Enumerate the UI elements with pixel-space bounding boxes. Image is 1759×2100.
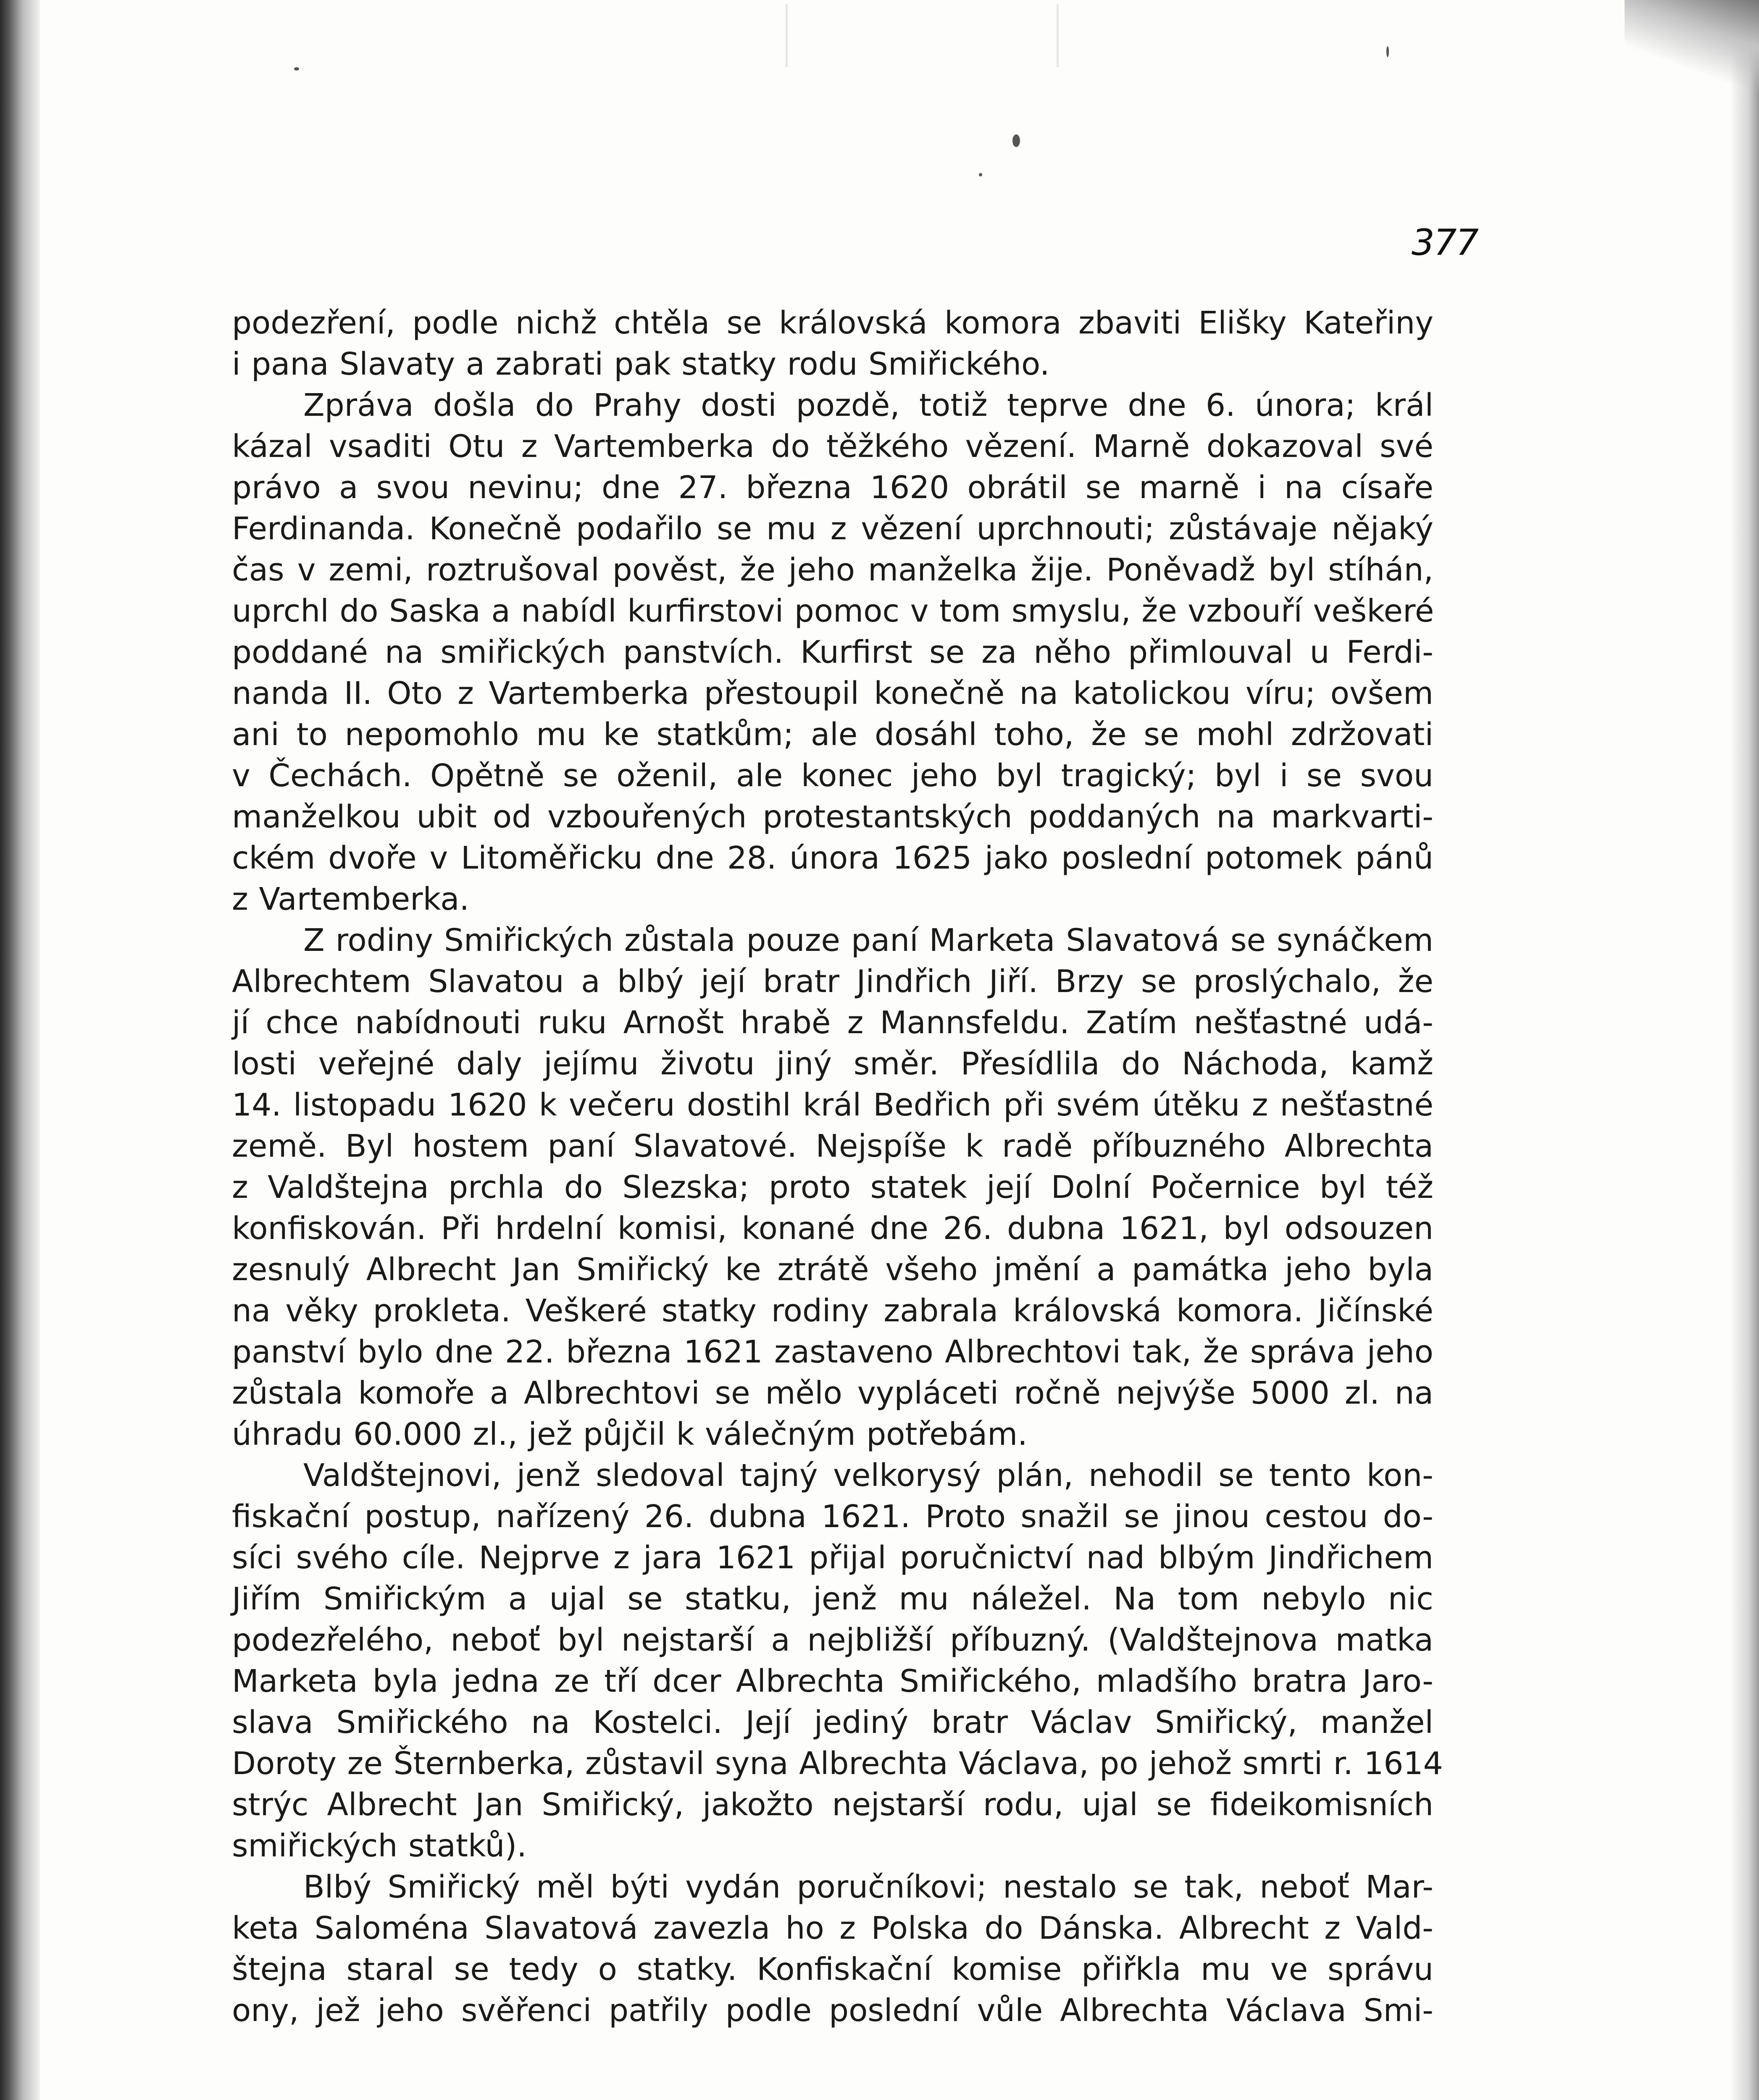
text-line: Zpráva došla do Prahy dosti pozdě, totiž teprve dne 6. února; král	[303, 387, 1433, 423]
bleed-through-mark	[786, 4, 1059, 67]
text-line: zesnulý Albrecht Jan Smiřický ke ztrátě všeho jmění a památka jeho byla	[232, 1252, 1433, 1288]
text-line: Jiřím Smiřickým a ujal se statku, jenž mu náležel. Na tom nebylo nic	[232, 1581, 1433, 1617]
text-line: podezřelého, neboť byl nejstarší a nejbližší příbuzný. (Valdštejnova matka	[232, 1622, 1433, 1658]
text-line: slava Smiřického na Kostelci. Její jediný bratr Václav Smiřický, manžel	[232, 1704, 1433, 1740]
book-binding-shadow	[0, 0, 40, 2100]
text-line: Marketa byla jedna ze tří dcer Albrechta Smiřického, mladšího bratra Jaro-	[232, 1663, 1433, 1699]
text-line: losti veřejné daly jejímu životu jiný směr. Přesídlila do Náchoda, kamž	[232, 1046, 1433, 1082]
text-line: strýc Albrecht Jan Smiřický, jakožto nejstarší rodu, ujal se fideikomisních	[232, 1787, 1433, 1823]
text-line: fiskační postup, nařízený 26. dubna 1621. Proto snažil se jinou cestou do-	[232, 1499, 1433, 1535]
text-line: panství bylo dne 22. března 1621 zastaveno Albrechtovi tak, že správa jeho	[232, 1334, 1433, 1370]
text-line: Doroty ze Šternberka, zůstavil syna Albrechta Václava, po jehož smrti r. 1614	[232, 1746, 1443, 1782]
text-line: poddané na smiřických panstvích. Kurfirst se za něho přimlouval u Ferdi-	[232, 634, 1433, 670]
text-line: zůstala komoře a Albrechtovi se mělo vypláceti ročně nejvýše 5000 zl. na	[232, 1375, 1433, 1411]
body-text	[232, 302, 1443, 2031]
text-line: Blbý Smiřický měl býti vydán poručníkovi; nestalo se tak, neboť Mar-	[303, 1869, 1433, 1905]
text-line: v Čechách. Opětně se oženil, ale konec jeho byl tragický; byl i se svou	[232, 758, 1433, 794]
text-line: 14. listopadu 1620 k večeru dostihl král Bedřich při svém útěku z nešťastné	[232, 1087, 1433, 1123]
text-line: konfiskován. Při hrdelní komisi, konané dne 26. dubna 1621, byl odsouzen	[232, 1210, 1433, 1247]
text-line: Z rodiny Smiřických zůstala pouze paní Marketa Slavatová se synáčkem	[303, 922, 1433, 958]
print-speck	[979, 173, 982, 176]
text-line: manželkou ubit od vzbouřených protestantských poddaných na markvarti-	[232, 799, 1433, 835]
text-line: z Vartemberka.	[232, 881, 469, 917]
text-line: ckém dvoře v Litoměřicku dne 28. února 1625 jako poslední potomek pánů	[232, 840, 1433, 876]
text-line: smiřických statků).	[232, 1828, 527, 1864]
text-line: síci svého cíle. Nejprve z jara 1621 přijal poručnictví nad blbým Jindřichem	[232, 1540, 1433, 1576]
text-line: keta Saloména Slavatová zavezla ho z Polska do Dánska. Albrecht z Vald-	[232, 1910, 1433, 1946]
text-line: ony, jež jeho svěřenci patřily podle poslední vůle Albrechta Václava Smi-	[232, 1992, 1433, 2029]
text-line: štejna staral se tedy o statky. Konfiskační komise přiřkla mu ve správu	[232, 1951, 1433, 1987]
page-edge-shadow	[1730, 0, 1759, 2100]
text-line: Albrechtem Slavatou a blbý její bratr Jindřich Jiří. Brzy se proslýchalo, že	[232, 963, 1433, 1000]
page-number: 377	[1412, 222, 1478, 264]
text-line: i pana Slavaty a zabrati pak statky rodu Smiřického.	[232, 346, 1050, 382]
text-line: z Valdštejna prchla do Slezska; proto statek její Dolní Počernice byl též	[232, 1169, 1433, 1205]
text-line: podezření, podle nichž chtěla se královská komora zbaviti Elišky Kateřiny	[232, 305, 1433, 341]
text-line: jí chce nabídnouti ruku Arnošt hrabě z Mannsfeldu. Zatím nešťastné udá-	[232, 1005, 1433, 1041]
print-speck	[1386, 46, 1389, 57]
text-line: Valdštejnovi, jenž sledoval tajný velkorysý plán, nehodil se tento kon-	[303, 1457, 1433, 1494]
page-corner-fold	[1625, 0, 1759, 109]
text-line: právo a svou nevinu; dne 27. března 1620 obrátil se marně i na císaře	[232, 470, 1433, 506]
text-line: úhradu 60.000 zl., jež půjčil k válečným potřebám.	[232, 1416, 1028, 1452]
text-line: kázal vsaditi Otu z Vartemberka do těžkého vězení. Marně dokazoval své	[232, 428, 1433, 465]
print-speck	[294, 67, 299, 71]
text-line: uprchl do Saska a nabídl kurfirstovi pomoc v tom smyslu, že vzbouří veškeré	[232, 593, 1434, 629]
text-line: na věky prokleta. Veškeré statky rodiny zabrala královská komora. Jičínské	[232, 1293, 1433, 1329]
print-speck	[1012, 134, 1020, 147]
text-line: ani to nepomohlo mu ke statkům; ale dosáhl toho, že se mohl zdržovati	[232, 717, 1433, 753]
text-line: nanda II. Oto z Vartemberka přestoupil konečně na katolickou víru; ovšem	[232, 675, 1433, 711]
text-line: čas v zemi, roztrušoval pověst, že jeho manželka žije. Poněvadž byl stíhán,	[232, 552, 1433, 588]
text-line: Ferdinanda. Konečně podařilo se mu z vězení uprchnouti; zůstávaje nějaký	[232, 511, 1433, 547]
text-line: země. Byl hostem paní Slavatové. Nejspíše k radě příbuzného Albrechta	[232, 1128, 1433, 1164]
